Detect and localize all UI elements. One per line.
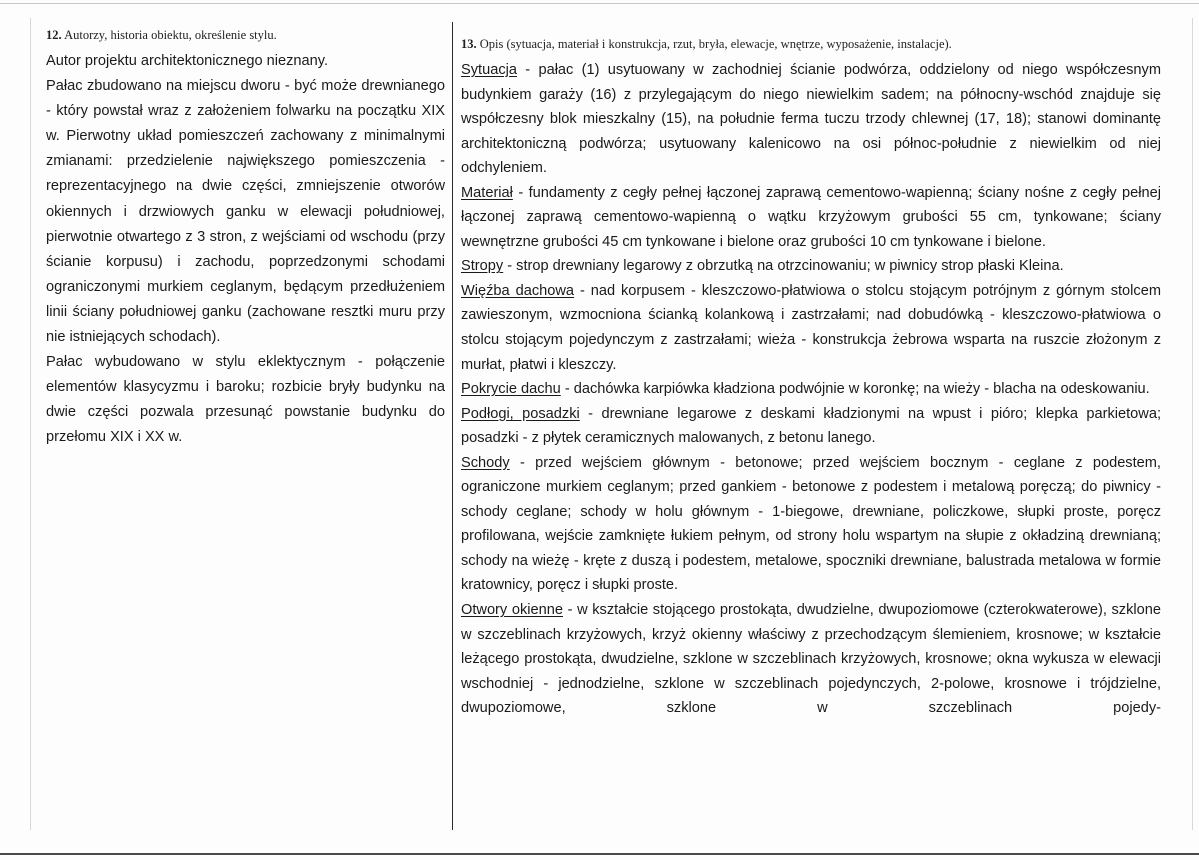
entry-term: Podłogi, posadzki (461, 405, 580, 422)
entry-schody (461, 451, 1161, 598)
entry-text: - pałac (1) usytuowany w zachodniej ścianie podwórza, oddzielony od niego współczesnym budynkiem garaży (16) z przylegającym do niego niewielkim sadem; na północny-wschód znajduje się współczesny blok mieszkalny (15), na południe ferma tuczu trzody chlewnej (17, 18); stanowi dominantę architektoniczną podwórza; usytuowany kalenicowo na osi północ-południe z niewielkim od niej odchyleniem. (461, 62, 1161, 177)
scan-edge-left (30, 18, 31, 830)
section-13-title: Opis (sytuacja, materiał i konstrukcja, rzut, bryła, elewacje, wnętrze, wyposażenie, instalacje). (479, 37, 952, 51)
entry-text: - drewniane legarowe z deskami kładzionymi na wpust i pióro; klepka parkietowa; posadzki - z płytek ceramicznych malowanych, z betonu lanego. (461, 405, 1161, 447)
entry-term: Materiał (461, 184, 513, 201)
bottom-rule (0, 853, 1199, 855)
entry-term: Więźba dachowa (461, 282, 575, 299)
entry-sytuacja (461, 58, 1161, 181)
column-divider (452, 22, 453, 830)
entry-term: Otwory okienne (461, 602, 563, 619)
section-12-column (46, 27, 445, 451)
entry-podlogi-posadzki (461, 402, 1161, 451)
entry-term: Schody (461, 454, 510, 471)
entry-text: - w kształcie stojącego prostokąta, dwudzielne, dwupoziomowe (czterokwaterowe), szklone w szczeblinach krzyżowych, krzyż okienny właściwy z przechodzącym ślemieniem, krosnowe; w kształcie leżącego prostokąta, dwudzielne, szklone w szczeblinach krzyżowych, krosnowe; okna wykusza w elewacji wschodniej - jednodzielne, szklone w szczeblinach pojedynczych, 2-polowe, krosnowe i trójdzielne, dwupoziomowe, szklone w szczeblinach pojedy- (461, 602, 1161, 717)
author-paragraph: Autor projektu architektonicznego nieznany. (46, 53, 329, 69)
entry-stropy (461, 254, 1161, 279)
entry-material (461, 181, 1161, 255)
entry-text: - dachówka karpiówka kładziona podwójnie w koronkę; na wieży - blacha na odeskowaniu. (560, 381, 1150, 398)
entry-term: Pokrycie dachu (461, 381, 561, 398)
entry-text: - fundamenty z cegły pełnej łączonej zaprawą cementowo-wapienną; ściany nośne z cegły pełnej łączonej zaprawą cementowo-wapienną o wątku krzyżowym grubości 55 cm, tynkowane; ściany wewnętrzne grubości 45 cm tynkowane i bielone oraz grubości 10 cm tynkowane i bielone. (461, 184, 1161, 250)
history-paragraph: Pałac zbudowano na miejscu dworu - być może drewnianego - który powstał wraz z założeniem folwarku na początku XIX w. Pierwotny układ pomieszczeń zachowany z minimalnymi zmianami: przedzielenie największego pomieszczenia - reprezentacyjnego na dwie części, zmniejszenie otworów okiennych i drzwiowych ganku w elewacji południowej, pierwotnie otwartego z 3 stron, z wejściami od wschodu (przy ścianie korpusu) i zachodu, poprzedzonymi schodami ograniczonymi murkiem ceglanym, będącym przedłużeniem linii ściany południowej ganku (zachowane resztki muru przy nie istniejących schodach). (46, 78, 445, 346)
scan-edge-top (0, 3, 1199, 4)
entry-term: Stropy (461, 258, 504, 275)
section-12-heading (46, 27, 445, 43)
entry-pokrycie-dachu (461, 377, 1161, 402)
scan-edge-right (1192, 18, 1193, 830)
section-13-column (461, 36, 1161, 721)
entry-text: - nad korpusem - kleszczowo-płatwiowa o stolcu stojącym potrójnym z górnym stolcem zawieszonym, wzmocniona ścianką kolankową i zastrzałami; nad dobudówką - kleszczowo-płatwiowa o stolcu stojącym pojedynczym z zastrzałami; wieża - konstrukcja żebrowa wsparta na ruszcie złożonym z murłat, płatwi i kleszczy. (461, 282, 1161, 373)
section-13-heading (461, 36, 1161, 52)
entry-wiezba-dachowa (461, 279, 1161, 377)
entry-text: - przed wejściem głównym - betonowe; przed wejściem bocznym - ceglane z podestem, ograniczone murkiem ceglanym; przed gankiem - betonowe z podestem i metalową poręczą; do piwnicy - schody ceglane; schody w holu głównym - 1-biegowe, drewniane, policzkowe, słupki proste, poręcz profilowana, wejście zamknięte łukiem pełnym, od strony holu wspartym na słupie z okładziną drewnianą; schody na wieżę - kręte z duszą i podestem, metalowe, spoczniki drewniane, balustrada metalowa w formie kratownicy, poręcz i słupki proste. (461, 454, 1161, 594)
entry-text: - strop drewniany legarowy z obrzutką na otrzcinowaniu; w piwnicy strop płaski Kleina. (503, 258, 1064, 275)
entry-otwory-okienne (461, 598, 1161, 721)
section-12-title: Autorzy, historia obiektu, określenie stylu. (64, 28, 277, 42)
style-paragraph: Pałac wybudowano w stylu eklektycznym - połączenie elementów klasycyzmu i baroku; rozbicie bryły budynku na dwie części pozwala przesunąć powstanie budynku do przełomu XIX i XX w. (46, 354, 445, 446)
section-12-number: 12. (46, 28, 62, 42)
section-13-number: 13. (461, 37, 477, 51)
entry-term: Sytuacja (461, 62, 517, 78)
